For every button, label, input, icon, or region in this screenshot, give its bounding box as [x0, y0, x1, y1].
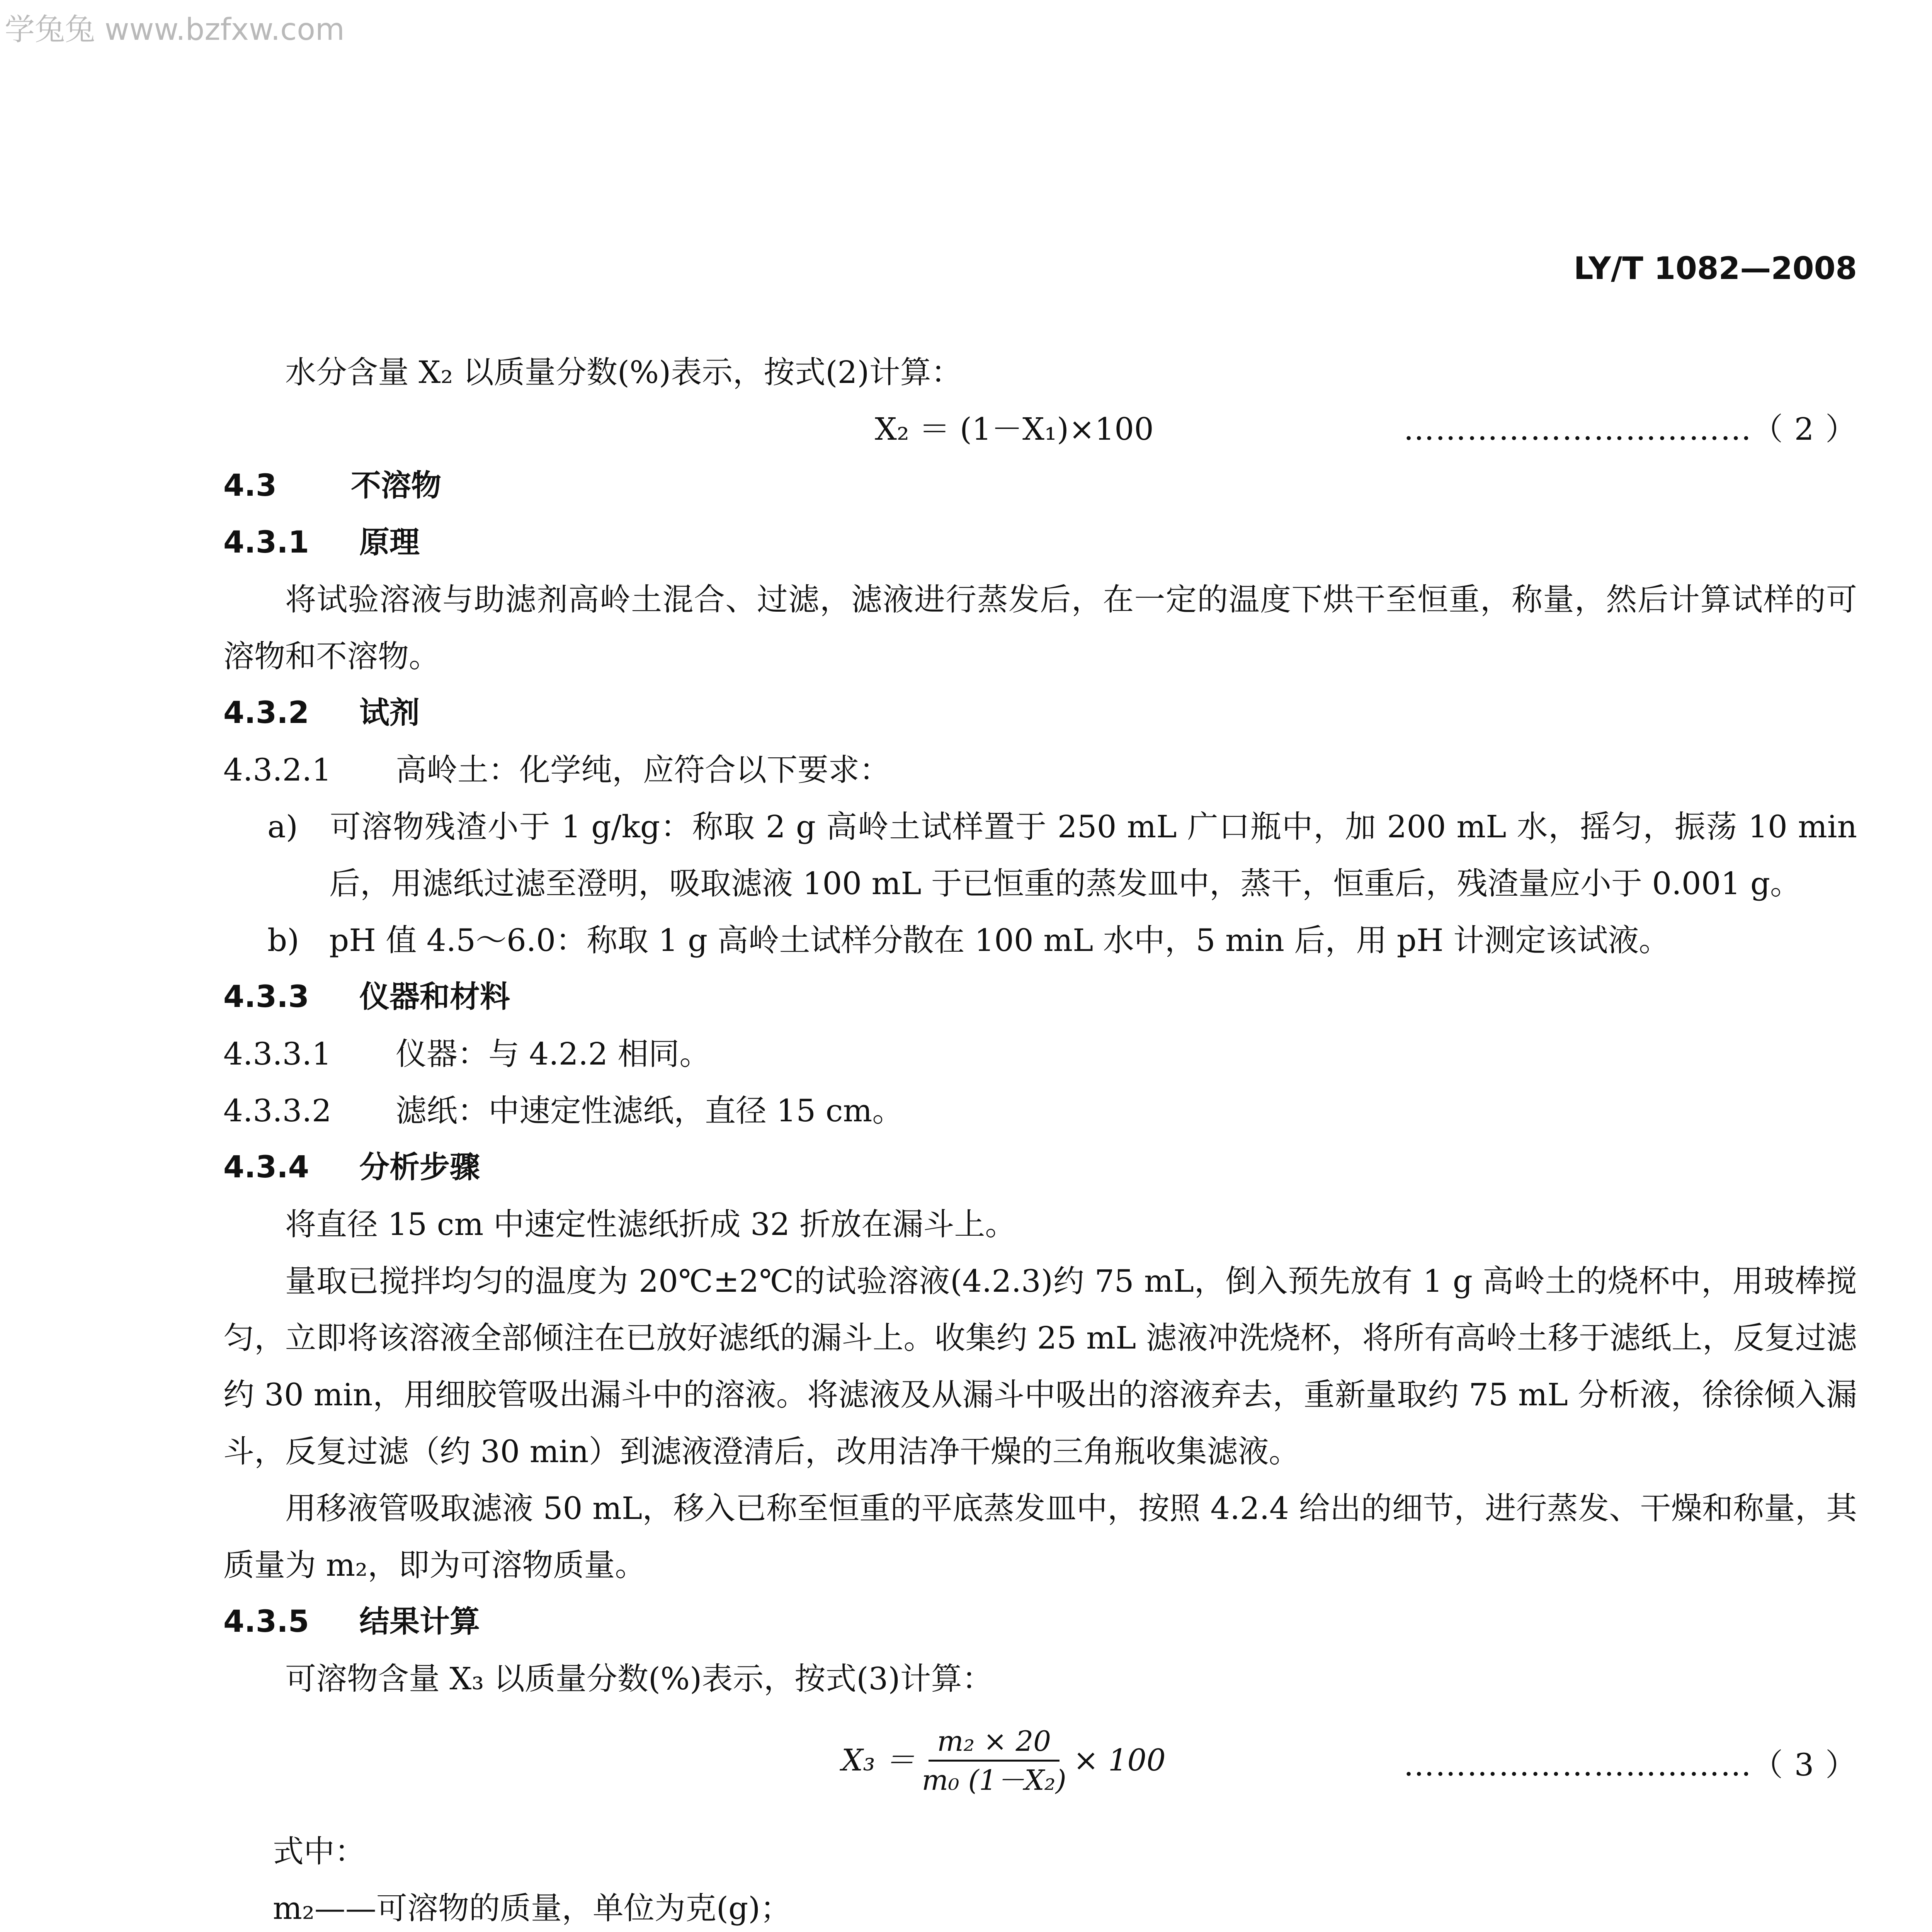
formula-3-expression: [842, 1723, 1166, 1799]
formula-3-rhs: × 100: [1073, 1743, 1166, 1778]
clause-text: 高岭土：化学纯，应符合以下要求：: [396, 752, 890, 788]
variable-definitions: [223, 1823, 1857, 1932]
watermark: 学兔兔 www.bzfxw.com: [5, 12, 345, 47]
section-4-3-5-heading: [223, 1594, 1857, 1650]
paragraph-water-content: 水分含量 X₂ 以质量分数(%)表示，按式(2)计算：: [285, 354, 962, 390]
formula-3-denominator: m₀ (1－X₂): [922, 1764, 1066, 1796]
section-number: 4.3.2: [223, 696, 310, 730]
formula-2-expression: X₂ ＝ (1－X₁)×100: [875, 411, 1154, 447]
section-title: 仪器和材料: [359, 980, 510, 1014]
section-title: 试剂: [359, 696, 420, 730]
document-body: [223, 344, 1857, 1932]
clause-number: 4.3.3.1: [223, 1036, 332, 1072]
formula-3: [223, 1707, 1857, 1823]
section-title: 分析步骤: [359, 1150, 480, 1185]
section-4-3-2-heading: [223, 685, 1857, 742]
list-label: b): [267, 922, 299, 958]
where-label: 式中：: [273, 1833, 366, 1869]
section-number: 4.3: [223, 468, 277, 503]
formula-3-fraction: [922, 1723, 1066, 1799]
section-4-3-heading: [223, 457, 1857, 514]
section-4-3-4-heading: [223, 1139, 1857, 1196]
clause-number: 4.3.2.1: [223, 752, 332, 788]
formula-2-number: ……………………………（ 2 ）: [1403, 411, 1857, 447]
list-label: a): [267, 809, 298, 845]
formula-3-number: ……………………………（ 3 ）: [1403, 1747, 1857, 1783]
formula-2: [223, 401, 1857, 457]
definition-m2: m₂——可溶物的质量，单位为克(g)；: [273, 1890, 791, 1926]
list-text: 可溶物残渣小于 1 g/kg：称取 2 g 高岭土试样置于 250 mL 广口瓶中，加 200 mL 水，摇匀，振荡 10 min 后，用滤纸过滤至澄明，吸取滤液 100 mL 于已恒重的蒸发皿中，蒸干，恒重后，残渣量应小于 0.001 g。: [329, 809, 1857, 901]
formula-3-numerator: m₂ × 20: [929, 1723, 1060, 1762]
section-title: 结果计算: [359, 1604, 480, 1639]
paragraph-procedure-1: 将直径 15 cm 中速定性滤纸折成 32 折放在漏斗上。: [285, 1206, 1016, 1242]
list-text: pH 值 4.5～6.0：称取 1 g 高岭土试样分散在 100 mL 水中，5 min 后，用 pH 计测定该试液。: [329, 922, 1670, 958]
section-title: 不溶物: [351, 468, 442, 503]
section-title: 原理: [359, 525, 420, 560]
standard-code-header: LY/T 1082—2008: [1573, 250, 1857, 286]
section-number: 4.3.3: [223, 980, 310, 1014]
formula-3-lhs: X₃ ＝: [842, 1743, 915, 1778]
list-item-b: [223, 912, 1857, 969]
clause-4-3-3-1: [223, 1026, 1857, 1082]
clause-text: 仪器：与 4.2.2 相同。: [396, 1036, 711, 1072]
clause-text: 滤纸：中速定性滤纸，直径 15 cm。: [396, 1093, 903, 1129]
paragraph-procedure-2: 量取已搅拌均匀的温度为 20℃±2℃的试验溶液(4.2.3)约 75 mL，倒入预先放有 1 g 高岭土的烧杯中，用玻棒搅匀，立即将该溶液全部倾注在已放好滤纸的漏斗上。收集约 25 mL 滤液冲洗烧杯，将所有高岭土移于滤纸上，反复过滤约 30 min，用细胶管吸出漏斗中的溶液。将滤液及从漏斗中吸出的溶液弃去，重新量取约 75 mL 分析液，徐徐倾入漏斗，反复过滤（约 30 min）到滤液澄清后，改用洁净干燥的三角瓶收集滤液。: [223, 1263, 1857, 1469]
clause-4-3-3-2: [223, 1082, 1857, 1139]
section-4-3-3-heading: [223, 969, 1857, 1026]
section-number: 4.3.5: [223, 1604, 310, 1639]
paragraph-principle: 将试验溶液与助滤剂高岭土混合、过滤，滤液进行蒸发后，在一定的温度下烘干至恒重，称量，然后计算试样的可溶物和不溶物。: [223, 582, 1857, 674]
section-number: 4.3.4: [223, 1150, 310, 1185]
section-4-3-1-heading: [223, 514, 1857, 571]
clause-4-3-2-1: [223, 742, 1857, 798]
list-item-a: [223, 798, 1857, 912]
section-number: 4.3.1: [223, 525, 310, 560]
paragraph-procedure-3: 用移液管吸取滤液 50 mL，移入已称至恒重的平底蒸发皿中，按照 4.2.4 给出的细节，进行蒸发、干燥和称量，其质量为 m₂，即为可溶物质量。: [223, 1490, 1857, 1583]
paragraph-soluble-formula-intro: 可溶物含量 X₃ 以质量分数(%)表示，按式(3)计算：: [285, 1661, 993, 1697]
clause-number: 4.3.3.2: [223, 1093, 332, 1129]
